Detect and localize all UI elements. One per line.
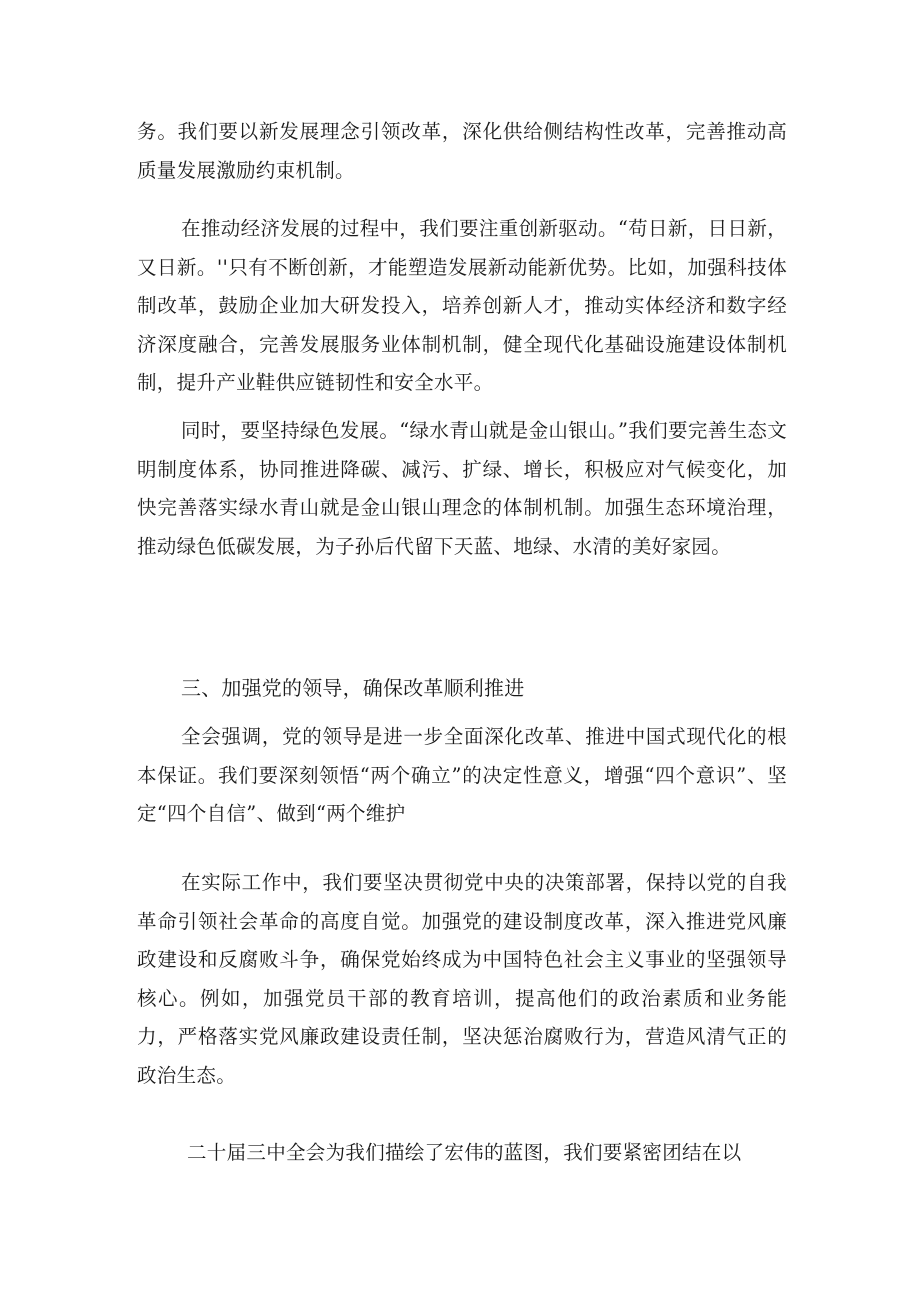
paragraph-practical-work: 在实际工作中，我们要坚决贯彻党中央的决策部署，保持以党的自我革命引领社会革命的高度自觉。加强党的建设制度改革，深入推进党风廉政建设和反腐败斗争，确保党始终成为中国特色社会主义事业的坚强领导核心。例如，加强党员干部的教育培训，提高他们的政治素质和业务能力，严格落实党风廉政建设责任制，坚决惩治腐败行为，营造风清气正的政治生态。	[137, 871, 787, 1087]
section-heading-three: 三、加强党的领导，确保改革顺利推进	[181, 676, 525, 700]
paragraph-green-development: 同时，要坚持绿色发展。“绿水青山就是金山银山。”我们要完善生态文明制度体系，协同推进降碳、减污、扩绿、增长，积极应对气候变化，加快完善落实绿水青山就是金山银山理念的体制机制。加强生态环境治理，推动绿色低碳发展，为子孙后代留下天蓝、地绿、水清的美好家园。	[137, 419, 787, 558]
paragraph-party-leadership: 全会强调，党的领导是进一步全面深化改革、推进中国式现代化的根本保证。我们要深刻领悟“两个确立”的决定性意义，增强“四个意识”、坚定“四个自信”、做到“两个维护	[137, 725, 787, 825]
paragraph-innovation: 在推动经济发展的过程中，我们要注重创新驱动。“苟日新，日日新，又日新。''只有不断创新，才能塑造发展新动能新优势。比如，加强科技体制改革，鼓励企业加大研发投入，培养创新人才，推动实体经济和数字经济深度融合，完善发展服务业体制机制，健全现代化基础设施建设体制机制，提升产业鞋供应链韧性和安全水平。	[137, 217, 787, 394]
paragraph-conclusion: 二十届三中全会为我们描绘了宏伟的蓝图，我们要紧密团结在以	[187, 1141, 742, 1164]
paragraph-continuation: 务。我们要以新发展理念引领改革，深化供给侧结构性改革，完善推动高质量发展激励约束机制。	[137, 120, 787, 182]
